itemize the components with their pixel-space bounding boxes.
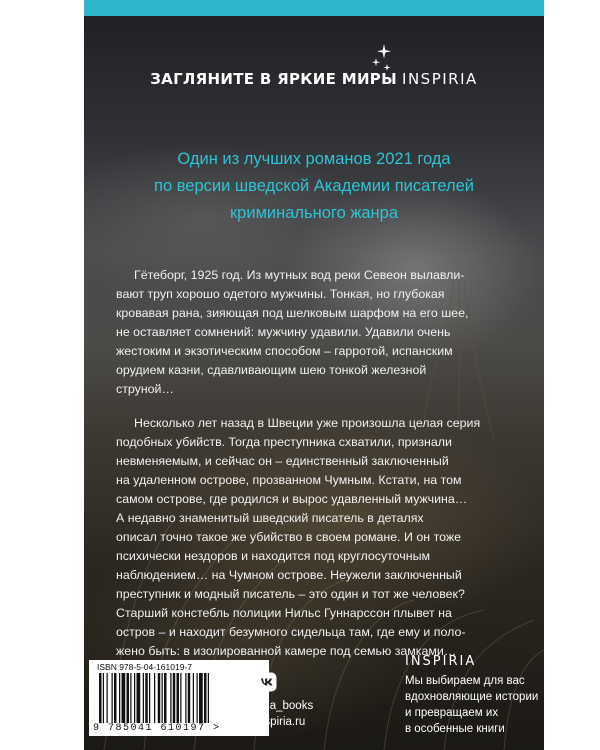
blurb-line: струной… <box>116 382 174 396</box>
blurb-line: остров – и находит безумного сидельца там, где ему и поло- <box>116 625 466 639</box>
publisher-logo: INSPIRIA <box>405 654 477 669</box>
barcode-bar <box>143 673 144 723</box>
blurb-line: кровавая рана, зияющая под шелковым шарфом на его шее, <box>116 306 469 320</box>
instagram-icon[interactable] <box>230 672 250 692</box>
blurb-line: преступник и модный писатель – это один и тот же человек? <box>116 587 465 601</box>
barcode-bar <box>158 673 161 723</box>
barcode-bar <box>114 673 117 723</box>
blurb-line: описал точно такое же убийство в своем романе. И он тоже <box>116 530 462 544</box>
blurb-line: А недавно знаменитый шведский писатель в деталях <box>116 511 424 525</box>
barcode-bar <box>188 673 191 723</box>
slogan-brand: INSPIRIA <box>402 70 478 88</box>
blurb-line: психически нездоров и находится под круглосуточным <box>116 549 431 563</box>
barcode-bar <box>130 673 131 723</box>
series-slogan <box>84 70 544 88</box>
barcode-bar <box>99 673 102 723</box>
barcode-bar <box>149 673 150 723</box>
barcode-bar <box>154 673 155 723</box>
barcode-bar <box>185 673 186 723</box>
promo-line: Мы выбираем для вас <box>405 675 525 687</box>
instagram-handle[interactable]: @inspiria_books <box>228 700 314 712</box>
vk-icon[interactable] <box>257 672 277 692</box>
blurb-paragraph-2 <box>116 414 516 661</box>
barcode-bar <box>103 673 104 723</box>
barcode-bar <box>173 673 176 723</box>
blurb-line: Несколько лет назад в Швеции уже произошла целая серия <box>134 416 481 430</box>
blurb-line: жено быть: в изолированной камере под семью замками… <box>116 644 457 658</box>
barcode-bar <box>177 673 180 723</box>
barcode-bar <box>162 673 163 723</box>
blurb-line: орудием казни, сдавливающим шею тонкой железной <box>116 363 427 377</box>
barcode-bar <box>199 673 203 723</box>
blurb-line: подобных убийств. Тогда преступника схватили, признали <box>116 435 452 449</box>
blurb-paragraph-1 <box>116 266 516 399</box>
barcode-bar <box>134 673 135 723</box>
social-handles <box>228 698 313 730</box>
promo-line: и превращаем их <box>405 707 499 719</box>
blurb-line: невменяемым, и сейчас он – единственный заключенный <box>116 454 449 468</box>
promo-line: в особенные книги <box>405 723 505 735</box>
barcode-bar <box>122 673 126 723</box>
barcode-bar <box>193 673 194 723</box>
blurb-line: не оставляет сомнений: мужчину удавили. Удавили очень <box>116 325 451 339</box>
blurb-line: вают труп хорошо одетого мужчины. Тонкая, но глубокая <box>116 287 445 301</box>
barcode-bar <box>197 673 198 723</box>
blurb-line: жестоким и экзотическим способом – гарротой, испанским <box>116 344 453 358</box>
isbn-label: ISBN 978-5-04-161019-7 <box>97 662 192 672</box>
publisher-promo <box>405 673 538 737</box>
barcode-number: 9 785041 610197 > <box>93 723 221 734</box>
barcode-bar <box>204 673 207 723</box>
barcode-bar <box>127 673 130 723</box>
tagline-line: Один из лучших романов 2021 года <box>177 150 451 168</box>
blurb-line: Гётеборг, 1925 год. Из мутных вод реки Севеон вылавли- <box>134 268 465 282</box>
barcode-bar <box>180 673 181 723</box>
award-tagline <box>84 146 544 227</box>
tagline-line: по версии шведской Академии писателей <box>154 177 474 195</box>
barcode-bar <box>119 673 120 723</box>
tagline-line: криминального жанра <box>229 204 399 222</box>
slogan-lead: ЗАГЛЯНИТЕ В ЯРКИЕ МИРЫ <box>150 70 397 88</box>
website-link[interactable]: www.inspiria.ru <box>228 716 306 728</box>
book-back-cover <box>84 0 544 750</box>
barcode-bar <box>107 673 108 723</box>
barcode-bar <box>137 673 141 723</box>
blurb-line: на удаленном острове, прозванном Чумным. Кстати, на том <box>116 473 462 487</box>
blurb-line: Старший констебль полиции Нильс Гуннарссон плывет на <box>116 606 452 620</box>
barcode-bar <box>208 673 209 723</box>
barcode-bar <box>145 673 148 723</box>
barcode-bar <box>164 673 167 723</box>
blurb-line: самом острове, где родился и вырос удавленный мужчина… <box>116 492 468 506</box>
blurb-line: наблюдением… на Чумном острове. Неужели заключенный <box>116 568 462 582</box>
top-accent-bar <box>84 0 544 16</box>
promo-line: вдохновляющие истории <box>405 691 539 703</box>
barcode-bar <box>112 673 113 723</box>
barcode-bar <box>170 673 171 723</box>
